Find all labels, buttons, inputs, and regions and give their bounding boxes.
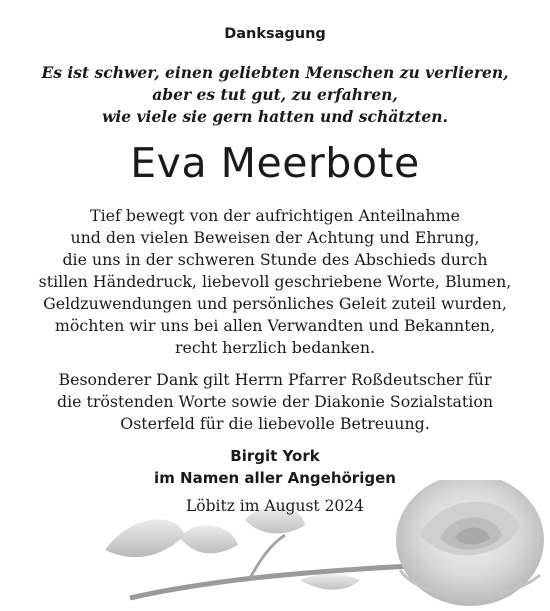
quote-line: wie viele sie gern hatten und schätzten. xyxy=(102,107,448,126)
signature-on-behalf: im Namen aller Angehörigen xyxy=(154,469,396,487)
special-thanks-line: Osterfeld für die liebevolle Betreuung. xyxy=(120,414,430,433)
quote-line: Es ist schwer, einen geliebten Menschen zu verlieren, xyxy=(41,63,509,82)
thanks-line: stillen Händedruck, liebevoll geschriebene Worte, Blumen, xyxy=(38,272,512,291)
thanks-line: die uns in der schweren Stunde des Abschieds durch xyxy=(62,250,488,269)
place-date: Löbitz im August 2024 xyxy=(185,497,365,515)
deceased-name: Eva Meerbote xyxy=(130,139,420,187)
notice-heading: Danksagung xyxy=(224,26,326,42)
thanks-line: recht herzlich bedanken. xyxy=(174,338,376,357)
signature-name: Birgit York xyxy=(230,447,320,465)
thanks-line: möchten wir uns bei allen Verwandten und Bekannten, xyxy=(54,316,496,335)
quote-line: aber es tut gut, zu erfahren, xyxy=(152,85,398,104)
thanks-line: Geldzuwendungen und persönliches Geleit zuteil wurden, xyxy=(43,294,507,313)
thanks-line: und den vielen Beweisen der Achtung und Ehrung, xyxy=(70,228,480,247)
special-thanks-line: die tröstenden Worte sowie der Diakonie Sozialstation xyxy=(56,392,494,411)
special-thanks-line: Besonderer Dank gilt Herrn Pfarrer Roßdeutscher für xyxy=(58,370,492,389)
thanks-line: Tief bewegt von der aufrichtigen Anteilnahme xyxy=(90,206,460,225)
